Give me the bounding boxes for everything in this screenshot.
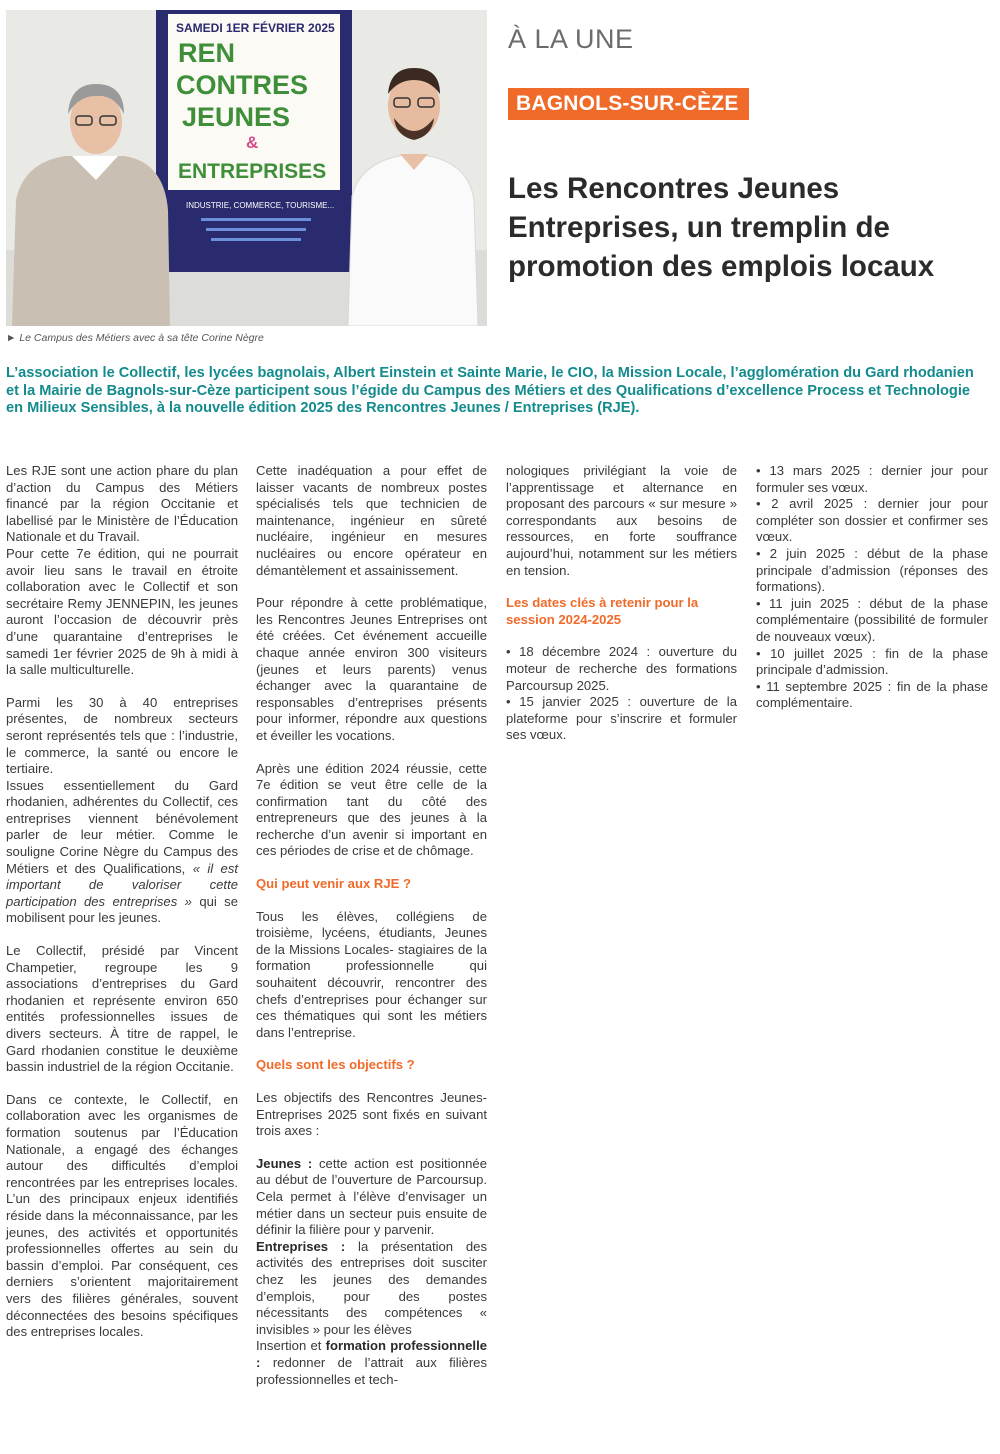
list-item: • 11 septembre 2025 : fin de la phase complémentaire. [756,678,988,711]
objective-youth [256,1156,487,1239]
objective-training-start [256,1338,487,1388]
subheading-objectives: Quels sont les objectifs ? [256,1057,415,1073]
text: Insertion et [256,1338,322,1354]
section-rubric: À LA UNE [508,24,634,54]
label: formation professionnelle : [256,1338,487,1370]
article-headline: Les Rencontres Jeunes Entreprises, un tremplin de promotion des emplois locaux [508,172,935,283]
list-item: • 2 juin 2025 : début de la phase principale d’admission (réponses des formations). [756,545,988,595]
poster-title-line-1: REN [178,38,236,68]
photo-caption-text: Le Campus des Métiers avec à sa tête Corine Nègre [19,332,264,344]
paragraph: Après une édition 2024 réussie, cette 7e édition se veut être celle de la confirmation tant du côté des entrepreneurs que des jeunes à la recherche d’un avenir si important en ces périodes de crise et de chômage. [256,760,487,859]
photo-illustration [6,10,487,326]
paragraph: Les objectifs des Rencontres Jeunes- Entreprises 2025 sont fixés en suivant trois axes : [256,1090,487,1139]
article-lead: L’association le Collectif, les lycées bagnolais, Albert Einstein et Sainte Marie, le CIO, la Mission Locale, l’agglomération du Gard rhodanien et la Mairie de Bagnols-sur-Cèze participent sous l’égide du Campus des Métiers et des Qualifications d’excellence Process et Technologie en Milieux Sensibles, à la nouvelle édition 2025 des Rencontres Jeunes / Entreprises (RJE). [6,365,974,416]
photo-caption: ► Le Campus des Métiers avec à sa tête Corine Nègre [6,332,264,344]
text: qui se mobilisent pour les jeunes. [6,893,238,926]
article-photo [6,10,487,326]
subheading-who: Qui peut venir aux RJE ? [256,876,411,892]
quote: « il est important de valoriser cette participation des entreprises » [6,860,238,909]
column-1 [6,463,238,1357]
paragraph: Pour répondre à cette problématique, les Rencontres Jeunes Entreprises ont été créées. Cet événement accueille chaque année environ 300 visiteurs (jeunes et leurs parents) venus échanger avec la quarantaine de responsables d’entreprises présents pour informer, répondre aux questions et éveiller les vocations. [256,595,487,743]
objective-training-end: nologiques privilégiant la voie de l’apprentissage et alternance en proposant des parcours « sur mesure » correspondants aux besoins de ressources, en forte souffrance aujourd’hui, notamment sur les métiers en tension. [506,463,737,578]
paragraph: Le Collectif, présidé par Vincent Champetier, regroupe les 9 associations d’entreprises du Gard rhodanien et représente environ 650 entités professionnelles issues de divers secteurs. À titre de rappel, le Gard rhodanien constitue le deuxième bassin industriel de la région Occitanie. [6,943,238,1075]
text: cette action est positionnée au début de l’ouverture de Parcoursup. Cela permet à l’élève d’envisager un métier dans un secteur puis ensuite de définir la filière pour y parvenir. [256,1155,487,1238]
text: la présentation des activités des entreprises doit susciter chez les jeunes des demandes d’emplois, pour des postes nécessitants des compétences « invisibles » pour les élèves [256,1238,488,1337]
poster-title-line-2: CONTRES [176,70,309,100]
column-2 [256,463,487,1388]
list-item: • 15 janvier 2025 : ouverture de la plateforme pour s’inscrire et formuler ses vœux. [506,694,737,743]
poster-title-line-4: & [246,133,259,152]
paragraph-with-quote [6,778,238,927]
list-item: • 10 juillet 2025 : fin de la phase principale d’admission. [756,645,988,678]
objective-companies [256,1239,487,1339]
list-item: • 2 avril 2025 : dernier jour pour compléter son dossier et confirmer ses vœux. [756,496,988,545]
paragraph: Cette inadéquation a pour effet de laisser vacants de nombreux postes spécialisés tels que technicien de maintenance, ingénieur en sûreté nucléaire, ingénieur en mesures nucléaires ou encore opérateur en démantèlement et assainissement. [256,463,487,578]
poster-tagline: INDUSTRIE, COMMERCE, TOURISME... [186,201,335,210]
paragraph: Dans ce contexte, le Collectif, en collaboration avec les organismes de formation soutenus par l’Éducation Nationale, a engagé des échanges autour des difficultés d’emploi rencontrées par les entreprises locales. L’un des principaux enjeux identifiés réside dans la méconnaissance, par les jeunes, des activités et opportunités professionnelles offertes au sein du bassin d’emploi. Par conséquent, ces derniers s’orientent majoritairement vers des filières générales, souvent déconnectées des besoins spécifiques des entreprises locales. [6,1091,238,1340]
column-4 [756,463,988,712]
paragraph: Les RJE sont une action phare du plan d’action du Campus des Métiers financé par la région Occitanie et labellisé par le Ministère de l’Éducation Nationale et du Travail. [6,463,238,545]
text: Issues essentiellement du Gard rhodanien, adhérentes du Collectif, ces entreprises viennent bénévolement parler de leur métier. Comme le souligne Corine Nègre du Campus des Métiers et des Qualifications, [6,777,238,876]
column-3 [506,463,737,744]
dates-list-a [506,644,737,744]
poster-title-line-3: JEUNES [182,102,291,132]
list-item: • 11 juin 2025 : début de la phase complémentaire (possibilité de formuler de nouveaux vœux). [756,595,988,644]
subheading-dates: Les dates clés à retenir pour la session 2024-2025 [506,595,699,627]
list-item: • 18 décembre 2024 : ouverture du moteur de recherche des formations Parcoursup 2025. [506,644,737,693]
paragraph: Pour cette 7e édition, qui ne pourrait avoir lieu sans le travail en étroite collaboration avec le Collectif et son secrétaire Remy JENNEPIN, les jeunes auront l’occasion de découvrir près d’une quarantaine d’entreprises le samedi 1er février 2025 de 9h à midi à la salle multiculturelle. [6,545,238,678]
dates-list-b [756,463,988,712]
text-continued: redonner de l’attrait aux filières professionnelles et tech- [256,1354,488,1387]
list-item: • 13 mars 2025 : dernier jour pour formuler ses vœux. [756,463,988,495]
poster-date: SAMEDI 1ER FÉVRIER 2025 [176,21,335,35]
label: Entreprises : [256,1238,346,1254]
paragraph: Tous les élèves, collégiens de troisième, lycéens, étudiants, Jeunes de la Missions Locales- stagiaires de la formation professionnelle qui souhaitent découvrir, rencontrer des chefs d’entreprises pour échanger sur ces thématiques qui sont les métiers dans l’entreprise. [256,908,487,1040]
paragraph: Parmi les 30 à 40 entreprises présentes, de nombreux secteurs seront représentés tels que : l’industrie, le commerce, la santé ou encore le tertiaire. [6,694,238,777]
poster-title-line-5: ENTREPRISES [178,160,327,183]
city-badge: BAGNOLS-SUR-CÈZE [508,88,749,120]
label: Jeunes : [256,1155,313,1171]
